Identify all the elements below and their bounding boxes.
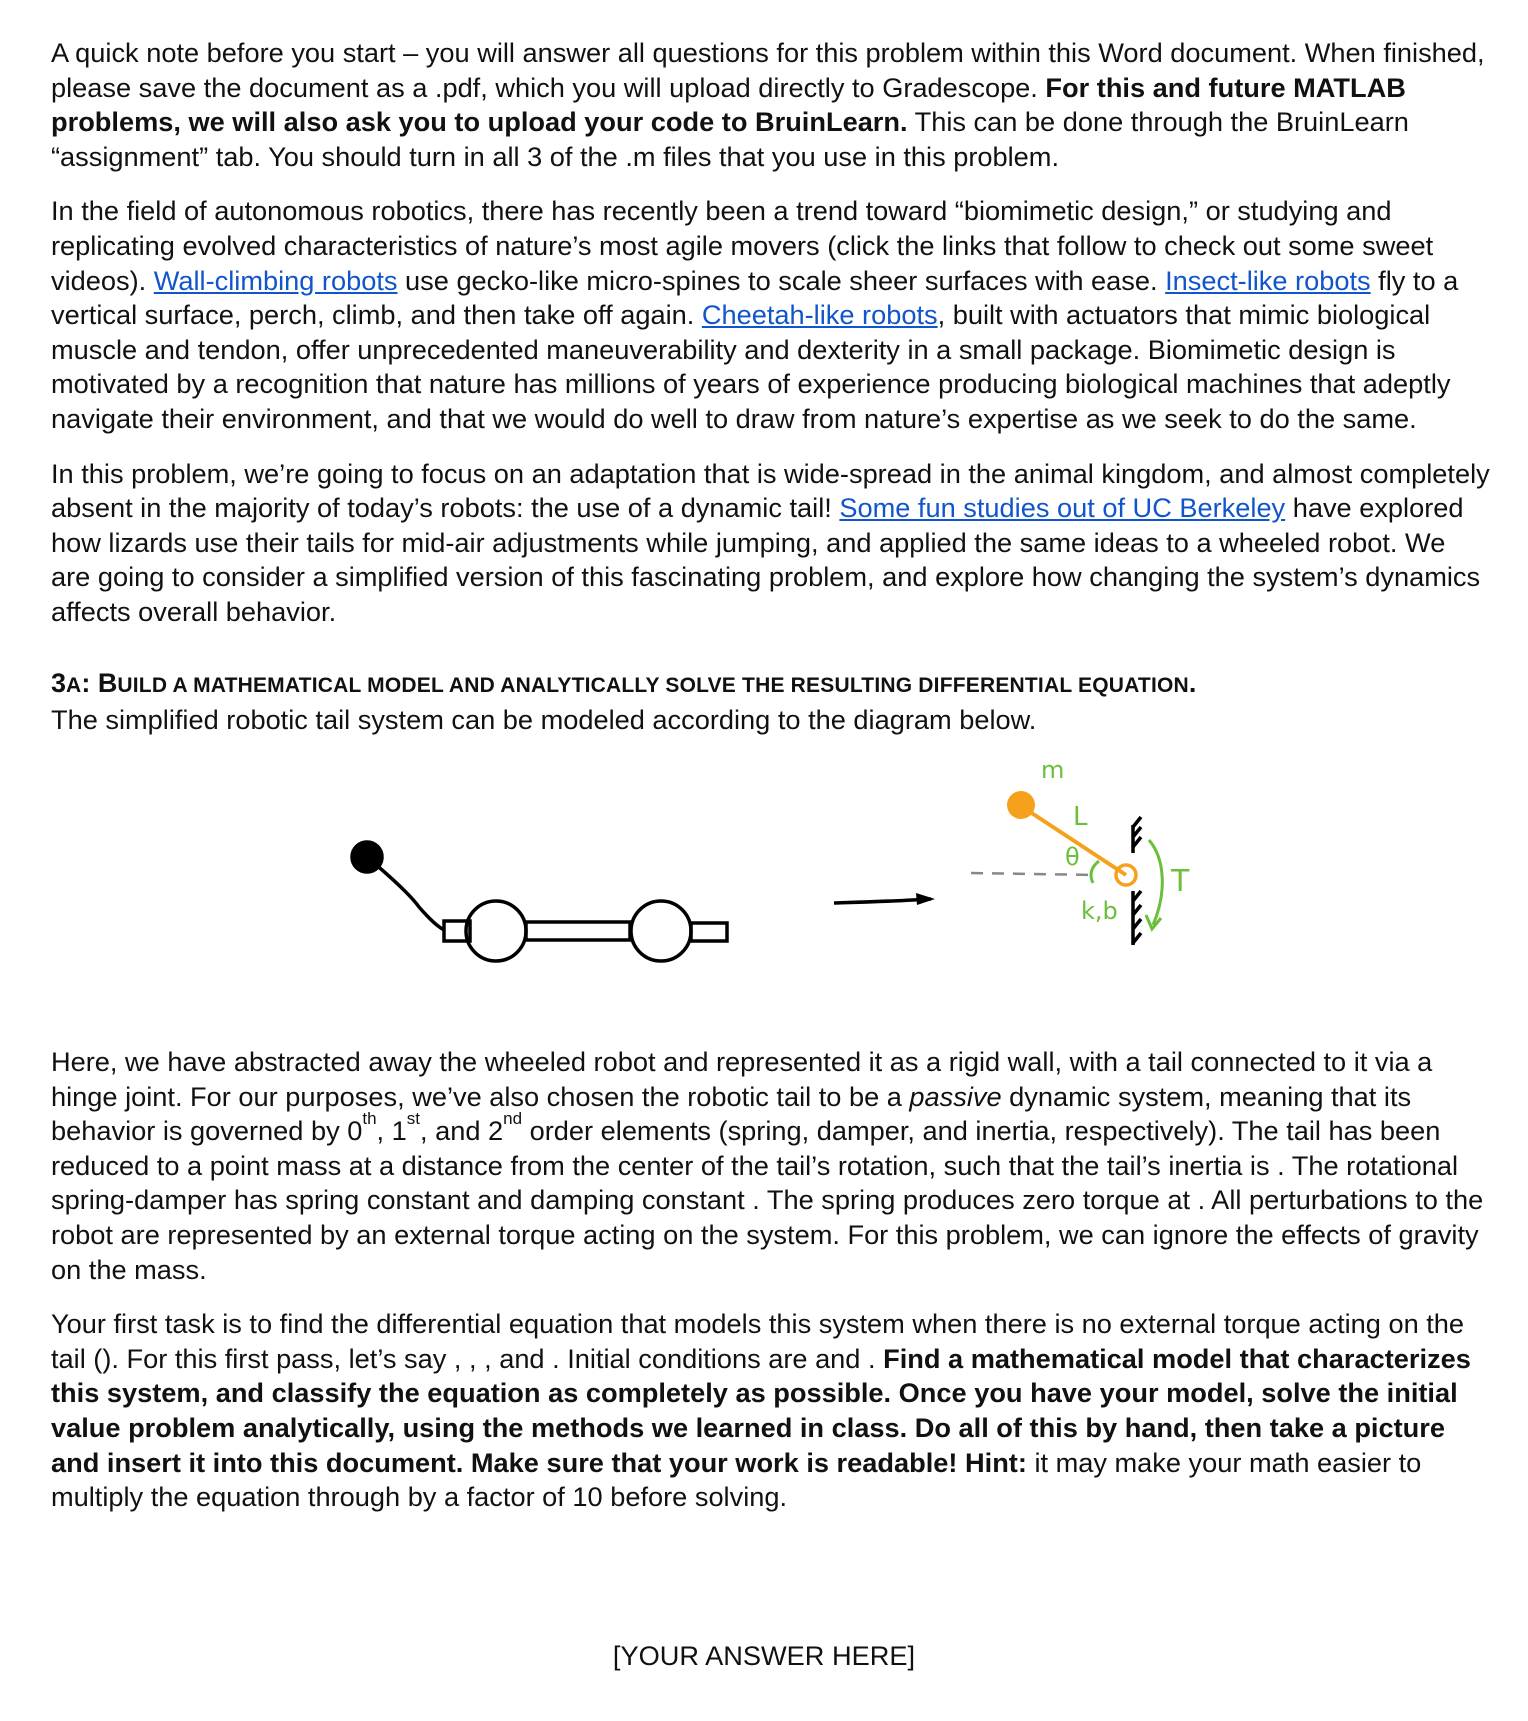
spring-damper-label: k,b <box>1081 897 1118 926</box>
transform-arrow <box>834 893 935 905</box>
theta-label: θ <box>1065 843 1080 872</box>
diagram-svg <box>51 745 1491 1045</box>
mass-label: m <box>1041 756 1065 785</box>
robot-rear-wheel <box>466 901 526 961</box>
torque-label: T <box>1171 864 1190 900</box>
cheetah-like-robots-link[interactable]: Cheetah-like robots <box>701 299 938 331</box>
insect-like-robots-link[interactable]: Insect-like robots <box>1165 264 1371 296</box>
wheeled-robot-sketch <box>352 842 727 961</box>
uc-berkeley-studies-link[interactable]: Some fun studies out of UC Berkeley <box>839 492 1286 524</box>
robot-chassis <box>526 922 630 940</box>
intro-paragraph: A quick note before you start – you will answer all questions for this problem within this Word document. When finished, please save the document as a .pdf, which you will upload directly to Gradescope. For this and future MATLAB problems, we will also ask you to upload your code to BruinLearn. This can be done through the BruinLearn “assignment” tab. You should turn in all 3 of the .m files that you use in this problem. <box>51 37 1485 172</box>
robot-tail-diagram <box>51 745 1491 1045</box>
first-task-paragraph: Your first task is to find the differential equation that models this system when there is no external torque acting on the tail (). For this first pass, let’s say , , , and . Initial conditions are and . Find a mathematical model that characterizes this system, and classify the equation as completely as possible. Once you have your model, solve the initial value problem analytically, using the methods we learned in class. Do all of this by hand, then take a picture and insert it into this document. Make sure that your work is readable! Hint: it may make your math easier to multiply the equation through by a factor of 10 before solving. <box>51 1308 1471 1513</box>
length-label: L <box>1073 802 1088 833</box>
hint-label: Hint: <box>965 1446 1027 1478</box>
theta-angle-arc <box>1091 861 1099 883</box>
answer-placeholder[interactable]: [YOUR ANSWER HERE] <box>612 1640 916 1671</box>
section-intro: The simplified robotic tail system can be modeled according to the diagram below. <box>51 703 1037 735</box>
wall-climbing-robots-link[interactable]: Wall-climbing robots <box>153 264 398 296</box>
section-heading-3a: 3A: BUILD A MATHEMATICAL MODEL AND ANALYTICALLY SOLVE THE RESULTING DIFFERENTIAL EQUATION. <box>51 667 1197 698</box>
robot-front-bumper <box>691 923 727 941</box>
passive-system-paragraph: Here, we have abstracted away the wheeled robot and represented it as a rigid wall, with a tail connected to it via a hinge joint. For our purposes, we’ve also chosen the robotic tail to be a passive dynamic system, meaning that its behavior is governed by 0th, 1st, and 2nd order elements (spring, damper, and inertia, respectively). The tail has been reduced to a point mass at a distance from the center of the tail’s rotation, such that the tail’s inertia is . The rotational spring-damper has spring constant and damping constant . The spring produces zero torque at . All perturbations to the robot are represented by an external torque acting on the system. For this problem, we can ignore the effects of gravity on the mass. <box>51 1046 1484 1285</box>
robot-tail-mass <box>352 842 382 872</box>
tail-point-mass <box>1007 791 1035 819</box>
torque-arc <box>1149 840 1162 925</box>
biomimetic-paragraph: In the field of autonomous robotics, there has recently been a trend toward “biomimetic design,” or studying and replicating evolved characteristics of nature’s most agile movers (click the links that follow to check out some sweet videos). Wall-climbing robots use gecko-like micro-spines to scale sheer surfaces with ease. Insect-like robots fly to a vertical surface, perch, climb, and then take off again. Cheetah-like robots, built with actuators that mimic biological muscle and tendon, offer unprecedented maneuverability and dexterity in a small package. Biomimetic design is motivated by a recognition that nature has millions of years of experience producing biological machines that adeptly navigate their environment, and that we would do well to draw from nature’s expertise as we seek to do the same. <box>51 195 1459 434</box>
task-bold-instruction: Find a mathematical model that characterizes this system, and classify the equation as completely as possible. Once you have your model, solve the initial value problem analytically, using the methods we learned in class. Do all of this by hand, then take a picture and insert it into this document. Make sure that your work is readable! <box>51 1342 1471 1478</box>
document-page <box>51 36 1491 1515</box>
intro-bold-instruction: For this and future MATLAB problems, we will also ask you to upload your code to BruinLearn. <box>51 71 1406 138</box>
robot-front-wheel <box>631 901 691 961</box>
reference-dashed-line <box>971 873 1096 875</box>
dynamic-tail-paragraph: In this problem, we’re going to focus on an adaptation that is wide-spread in the animal kingdom, and almost completely absent in the majority of today’s robots: the use of a dynamic tail! Some fun studies out of UC Berkeley have explored how lizards use their tails for mid-air adjustments while jumping, and applied the same ideas to a wheeled robot. We are going to consider a simplified version of this fascinating problem, and explore how changing the system’s dynamics affects overall behavior. <box>51 457 1490 627</box>
